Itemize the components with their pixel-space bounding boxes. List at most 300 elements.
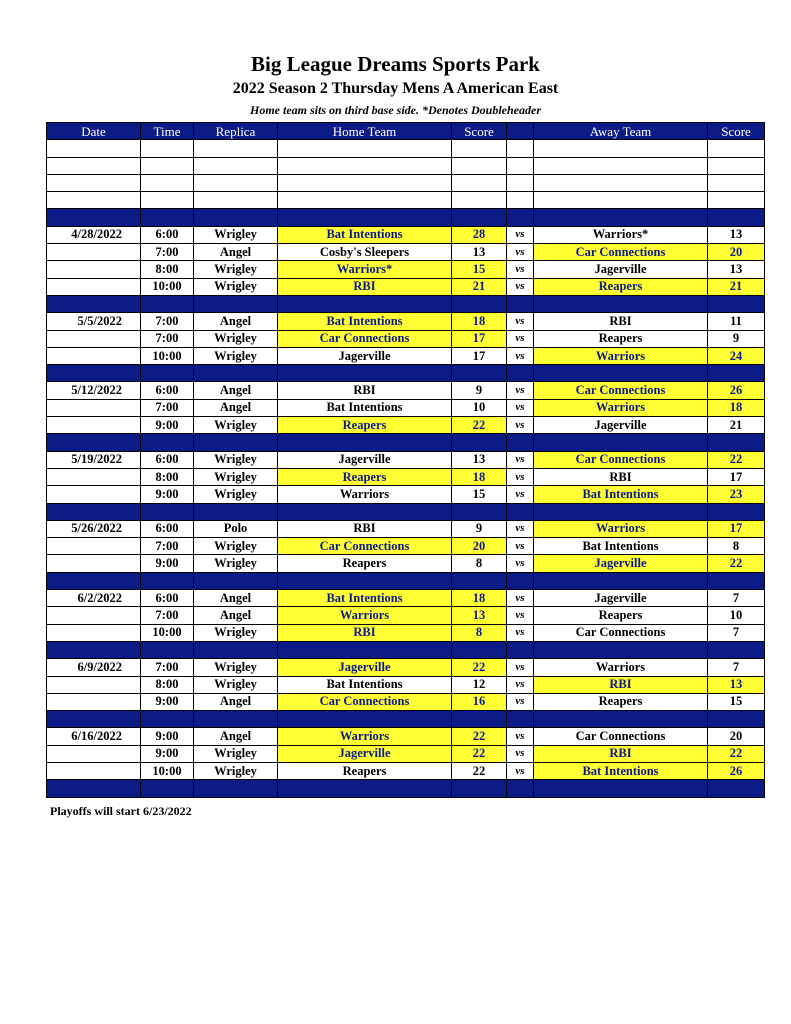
game-row xyxy=(47,468,765,485)
empty-cell xyxy=(507,641,534,658)
empty-cell xyxy=(452,365,507,382)
vs-label: vs xyxy=(507,278,534,295)
game-date: 6/9/2022 xyxy=(47,659,141,676)
empty-cell xyxy=(534,503,708,520)
empty-cell xyxy=(141,711,194,728)
game-time: 6:00 xyxy=(141,226,194,243)
game-row xyxy=(47,728,765,745)
empty-cell xyxy=(47,572,141,589)
empty-cell xyxy=(534,641,708,658)
vs-label: vs xyxy=(507,520,534,537)
away-score: 18 xyxy=(708,399,765,416)
column-header-replica: Replica xyxy=(194,123,278,140)
away-team: Bat Intentions xyxy=(534,538,708,555)
away-team: Car Connections xyxy=(534,244,708,261)
game-date: 6/2/2022 xyxy=(47,590,141,607)
empty-cell xyxy=(708,503,765,520)
game-row xyxy=(47,520,765,537)
game-time: 7:00 xyxy=(141,313,194,330)
empty-cell xyxy=(507,503,534,520)
away-team: Warriors xyxy=(534,659,708,676)
game-replica-field: Wrigley xyxy=(194,330,278,347)
empty-cell xyxy=(194,140,278,157)
schedule-note: Home team sits on third base side. *Denotes Doubleheader xyxy=(250,103,541,117)
game-date xyxy=(47,607,141,624)
vs-label: vs xyxy=(507,468,534,485)
empty-cell xyxy=(47,641,141,658)
game-time: 9:00 xyxy=(141,555,194,572)
game-time: 7:00 xyxy=(141,244,194,261)
empty-cell xyxy=(507,295,534,312)
away-team: Jagerville xyxy=(534,590,708,607)
game-row xyxy=(47,659,765,676)
away-team: Car Connections xyxy=(534,624,708,641)
vs-label: vs xyxy=(507,693,534,710)
game-replica-field: Wrigley xyxy=(194,278,278,295)
home-team: RBI xyxy=(278,278,452,295)
game-row xyxy=(47,451,765,468)
away-score: 17 xyxy=(708,520,765,537)
game-time: 9:00 xyxy=(141,728,194,745)
game-date xyxy=(47,347,141,364)
home-score: 8 xyxy=(452,624,507,641)
empty-cell xyxy=(194,434,278,451)
home-team: Jagerville xyxy=(278,347,452,364)
week-separator-band xyxy=(47,711,765,728)
game-replica-field: Angel xyxy=(194,399,278,416)
empty-cell xyxy=(141,192,194,209)
empty-cell xyxy=(47,503,141,520)
game-row xyxy=(47,244,765,261)
game-row xyxy=(47,745,765,762)
empty-cell xyxy=(452,192,507,209)
week-separator-band xyxy=(47,780,765,797)
vs-label: vs xyxy=(507,486,534,503)
home-score: 21 xyxy=(452,278,507,295)
away-score: 15 xyxy=(708,693,765,710)
column-header-home-score: Score xyxy=(452,123,507,140)
away-score: 8 xyxy=(708,538,765,555)
empty-cell xyxy=(452,434,507,451)
empty-cell xyxy=(507,434,534,451)
empty-cell xyxy=(278,365,452,382)
home-score: 22 xyxy=(452,728,507,745)
home-team: Jagerville xyxy=(278,451,452,468)
game-replica-field: Angel xyxy=(194,590,278,607)
game-date xyxy=(47,745,141,762)
empty-cell xyxy=(278,295,452,312)
header-row xyxy=(47,123,765,140)
vs-label: vs xyxy=(507,244,534,261)
home-team: Warriors xyxy=(278,607,452,624)
home-score: 17 xyxy=(452,347,507,364)
empty-cell xyxy=(47,192,141,209)
vs-label: vs xyxy=(507,762,534,779)
empty-cell xyxy=(452,711,507,728)
away-score: 11 xyxy=(708,313,765,330)
empty-cell xyxy=(507,140,534,157)
empty-cell xyxy=(141,641,194,658)
empty-cell xyxy=(141,434,194,451)
away-team: RBI xyxy=(534,313,708,330)
home-team: Cosby's Sleepers xyxy=(278,244,452,261)
week-separator-band xyxy=(47,503,765,520)
game-date xyxy=(47,624,141,641)
empty-cell xyxy=(452,295,507,312)
column-header-date: Date xyxy=(47,123,141,140)
away-score: 9 xyxy=(708,330,765,347)
empty-cell xyxy=(47,711,141,728)
away-team: Warriors xyxy=(534,399,708,416)
game-replica-field: Polo xyxy=(194,520,278,537)
empty-cell xyxy=(452,157,507,174)
empty-cell xyxy=(452,174,507,191)
game-date xyxy=(47,555,141,572)
game-row xyxy=(47,261,765,278)
game-date: 5/19/2022 xyxy=(47,451,141,468)
game-date xyxy=(47,538,141,555)
empty-cell xyxy=(507,711,534,728)
empty-cell xyxy=(194,711,278,728)
empty-cell xyxy=(141,365,194,382)
empty-cell xyxy=(708,157,765,174)
home-team: Bat Intentions xyxy=(278,313,452,330)
game-time: 6:00 xyxy=(141,451,194,468)
away-team: Bat Intentions xyxy=(534,486,708,503)
vs-label: vs xyxy=(507,676,534,693)
home-team: Warriors xyxy=(278,486,452,503)
game-date: 5/5/2022 xyxy=(47,313,141,330)
game-time: 8:00 xyxy=(141,261,194,278)
home-team: Car Connections xyxy=(278,330,452,347)
away-score: 7 xyxy=(708,590,765,607)
empty-row xyxy=(47,140,765,157)
game-time: 10:00 xyxy=(141,624,194,641)
empty-cell xyxy=(708,572,765,589)
home-score: 18 xyxy=(452,590,507,607)
empty-cell xyxy=(141,140,194,157)
game-row xyxy=(47,347,765,364)
game-row xyxy=(47,590,765,607)
game-date: 6/16/2022 xyxy=(47,728,141,745)
schedule-header xyxy=(47,123,765,140)
empty-cell xyxy=(47,174,141,191)
away-score: 13 xyxy=(708,261,765,278)
away-team: Warriors xyxy=(534,347,708,364)
away-team: Reapers xyxy=(534,278,708,295)
game-row xyxy=(47,607,765,624)
away-score: 26 xyxy=(708,382,765,399)
empty-cell xyxy=(278,192,452,209)
game-date: 5/26/2022 xyxy=(47,520,141,537)
game-time: 9:00 xyxy=(141,417,194,434)
vs-label: vs xyxy=(507,745,534,762)
away-score: 22 xyxy=(708,555,765,572)
home-score: 20 xyxy=(452,538,507,555)
home-team: RBI xyxy=(278,520,452,537)
home-score: 16 xyxy=(452,693,507,710)
empty-cell xyxy=(141,209,194,226)
game-time: 10:00 xyxy=(141,762,194,779)
home-team: Bat Intentions xyxy=(278,676,452,693)
game-date xyxy=(47,330,141,347)
empty-row xyxy=(47,174,765,191)
empty-cell xyxy=(47,295,141,312)
empty-cell xyxy=(194,174,278,191)
game-replica-field: Wrigley xyxy=(194,261,278,278)
home-team: Warriors xyxy=(278,728,452,745)
game-date: 4/28/2022 xyxy=(47,226,141,243)
empty-row xyxy=(47,157,765,174)
column-header-away-score: Score xyxy=(708,123,765,140)
column-header-vs xyxy=(507,123,534,140)
away-team: Car Connections xyxy=(534,451,708,468)
empty-cell xyxy=(534,780,708,797)
home-team: Bat Intentions xyxy=(278,399,452,416)
home-team: Reapers xyxy=(278,417,452,434)
empty-cell xyxy=(507,174,534,191)
game-time: 9:00 xyxy=(141,693,194,710)
home-score: 9 xyxy=(452,382,507,399)
game-time: 10:00 xyxy=(141,278,194,295)
schedule-body xyxy=(47,140,765,797)
home-score: 17 xyxy=(452,330,507,347)
empty-cell xyxy=(47,157,141,174)
empty-cell xyxy=(194,209,278,226)
empty-cell xyxy=(534,209,708,226)
away-team: Reapers xyxy=(534,330,708,347)
empty-cell xyxy=(534,157,708,174)
empty-cell xyxy=(47,365,141,382)
vs-label: vs xyxy=(507,261,534,278)
empty-cell xyxy=(534,140,708,157)
empty-cell xyxy=(141,295,194,312)
away-team: RBI xyxy=(534,468,708,485)
away-team: RBI xyxy=(534,676,708,693)
empty-cell xyxy=(278,209,452,226)
park-title: Big League Dreams Sports Park xyxy=(251,52,540,76)
column-header-away-team: Away Team xyxy=(534,123,708,140)
empty-cell xyxy=(141,174,194,191)
home-team: Reapers xyxy=(278,555,452,572)
home-score: 22 xyxy=(452,762,507,779)
game-time: 7:00 xyxy=(141,399,194,416)
vs-label: vs xyxy=(507,226,534,243)
game-replica-field: Angel xyxy=(194,244,278,261)
playoffs-note: Playoffs will start 6/23/2022 xyxy=(50,804,192,818)
game-time: 6:00 xyxy=(141,520,194,537)
empty-cell xyxy=(507,157,534,174)
week-separator-band xyxy=(47,434,765,451)
home-team: Bat Intentions xyxy=(278,226,452,243)
home-score: 13 xyxy=(452,607,507,624)
home-team: Car Connections xyxy=(278,538,452,555)
game-row xyxy=(47,417,765,434)
home-team: Jagerville xyxy=(278,659,452,676)
empty-cell xyxy=(507,192,534,209)
week-separator-band xyxy=(47,572,765,589)
away-score: 22 xyxy=(708,745,765,762)
vs-label: vs xyxy=(507,417,534,434)
game-row xyxy=(47,624,765,641)
empty-cell xyxy=(708,365,765,382)
home-team: Car Connections xyxy=(278,693,452,710)
empty-cell xyxy=(534,434,708,451)
home-team: Warriors* xyxy=(278,261,452,278)
empty-cell xyxy=(278,711,452,728)
home-score: 22 xyxy=(452,745,507,762)
vs-label: vs xyxy=(507,590,534,607)
game-date xyxy=(47,399,141,416)
empty-cell xyxy=(534,192,708,209)
game-row xyxy=(47,486,765,503)
vs-label: vs xyxy=(507,538,534,555)
empty-cell xyxy=(452,641,507,658)
week-separator-band xyxy=(47,295,765,312)
away-score: 22 xyxy=(708,451,765,468)
game-date xyxy=(47,676,141,693)
empty-cell xyxy=(708,192,765,209)
season-subtitle: 2022 Season 2 Thursday Mens A American East xyxy=(232,80,559,97)
away-team: Car Connections xyxy=(534,382,708,399)
game-replica-field: Wrigley xyxy=(194,468,278,485)
game-time: 8:00 xyxy=(141,676,194,693)
game-date xyxy=(47,278,141,295)
away-team: RBI xyxy=(534,745,708,762)
game-time: 7:00 xyxy=(141,538,194,555)
home-team: Reapers xyxy=(278,468,452,485)
empty-cell xyxy=(278,572,452,589)
away-team: Warriors xyxy=(534,520,708,537)
game-time: 6:00 xyxy=(141,382,194,399)
game-time: 7:00 xyxy=(141,659,194,676)
game-time: 9:00 xyxy=(141,486,194,503)
home-team: Reapers xyxy=(278,762,452,779)
empty-cell xyxy=(194,192,278,209)
vs-label: vs xyxy=(507,451,534,468)
away-score: 21 xyxy=(708,417,765,434)
game-date xyxy=(47,693,141,710)
empty-cell xyxy=(708,711,765,728)
away-team: Car Connections xyxy=(534,728,708,745)
game-date xyxy=(47,486,141,503)
home-score: 28 xyxy=(452,226,507,243)
home-team: RBI xyxy=(278,382,452,399)
empty-cell xyxy=(141,780,194,797)
home-score: 9 xyxy=(452,520,507,537)
game-replica-field: Wrigley xyxy=(194,676,278,693)
empty-cell xyxy=(278,780,452,797)
away-team: Reapers xyxy=(534,607,708,624)
game-replica-field: Angel xyxy=(194,728,278,745)
empty-cell xyxy=(47,209,141,226)
away-score: 17 xyxy=(708,468,765,485)
column-header-time: Time xyxy=(141,123,194,140)
game-row xyxy=(47,555,765,572)
home-score: 12 xyxy=(452,676,507,693)
schedule-table xyxy=(46,122,765,798)
empty-cell xyxy=(194,365,278,382)
home-score: 18 xyxy=(452,468,507,485)
game-replica-field: Wrigley xyxy=(194,347,278,364)
empty-row xyxy=(47,192,765,209)
empty-cell xyxy=(708,434,765,451)
game-date xyxy=(47,261,141,278)
game-row xyxy=(47,226,765,243)
away-score: 13 xyxy=(708,676,765,693)
empty-cell xyxy=(507,780,534,797)
game-replica-field: Wrigley xyxy=(194,745,278,762)
empty-cell xyxy=(141,503,194,520)
empty-cell xyxy=(141,572,194,589)
empty-cell xyxy=(452,572,507,589)
home-score: 15 xyxy=(452,261,507,278)
game-row xyxy=(47,330,765,347)
empty-cell xyxy=(452,503,507,520)
vs-label: vs xyxy=(507,382,534,399)
vs-label: vs xyxy=(507,659,534,676)
empty-cell xyxy=(278,174,452,191)
away-score: 24 xyxy=(708,347,765,364)
empty-cell xyxy=(194,503,278,520)
empty-cell xyxy=(507,365,534,382)
away-team: Jagerville xyxy=(534,555,708,572)
game-replica-field: Angel xyxy=(194,313,278,330)
vs-label: vs xyxy=(507,555,534,572)
empty-cell xyxy=(708,641,765,658)
game-time: 6:00 xyxy=(141,590,194,607)
empty-cell xyxy=(708,295,765,312)
game-replica-field: Angel xyxy=(194,382,278,399)
game-date xyxy=(47,244,141,261)
vs-label: vs xyxy=(507,347,534,364)
home-score: 18 xyxy=(452,313,507,330)
game-replica-field: Wrigley xyxy=(194,226,278,243)
away-score: 10 xyxy=(708,607,765,624)
empty-cell xyxy=(194,780,278,797)
empty-cell xyxy=(141,157,194,174)
away-score: 20 xyxy=(708,244,765,261)
empty-cell xyxy=(194,641,278,658)
game-row xyxy=(47,278,765,295)
vs-label: vs xyxy=(507,330,534,347)
week-separator-band xyxy=(47,365,765,382)
away-score: 7 xyxy=(708,659,765,676)
away-score: 20 xyxy=(708,728,765,745)
game-date xyxy=(47,468,141,485)
game-replica-field: Wrigley xyxy=(194,451,278,468)
away-team: Reapers xyxy=(534,693,708,710)
away-team: Jagerville xyxy=(534,417,708,434)
game-replica-field: Wrigley xyxy=(194,538,278,555)
empty-cell xyxy=(708,174,765,191)
empty-cell xyxy=(534,295,708,312)
empty-cell xyxy=(452,140,507,157)
away-score: 7 xyxy=(708,624,765,641)
game-replica-field: Wrigley xyxy=(194,486,278,503)
vs-label: vs xyxy=(507,399,534,416)
game-replica-field: Wrigley xyxy=(194,762,278,779)
home-score: 13 xyxy=(452,451,507,468)
empty-cell xyxy=(507,209,534,226)
empty-cell xyxy=(507,572,534,589)
game-row xyxy=(47,693,765,710)
game-time: 9:00 xyxy=(141,745,194,762)
game-time: 10:00 xyxy=(141,347,194,364)
home-score: 22 xyxy=(452,659,507,676)
game-row xyxy=(47,399,765,416)
game-time: 7:00 xyxy=(141,330,194,347)
